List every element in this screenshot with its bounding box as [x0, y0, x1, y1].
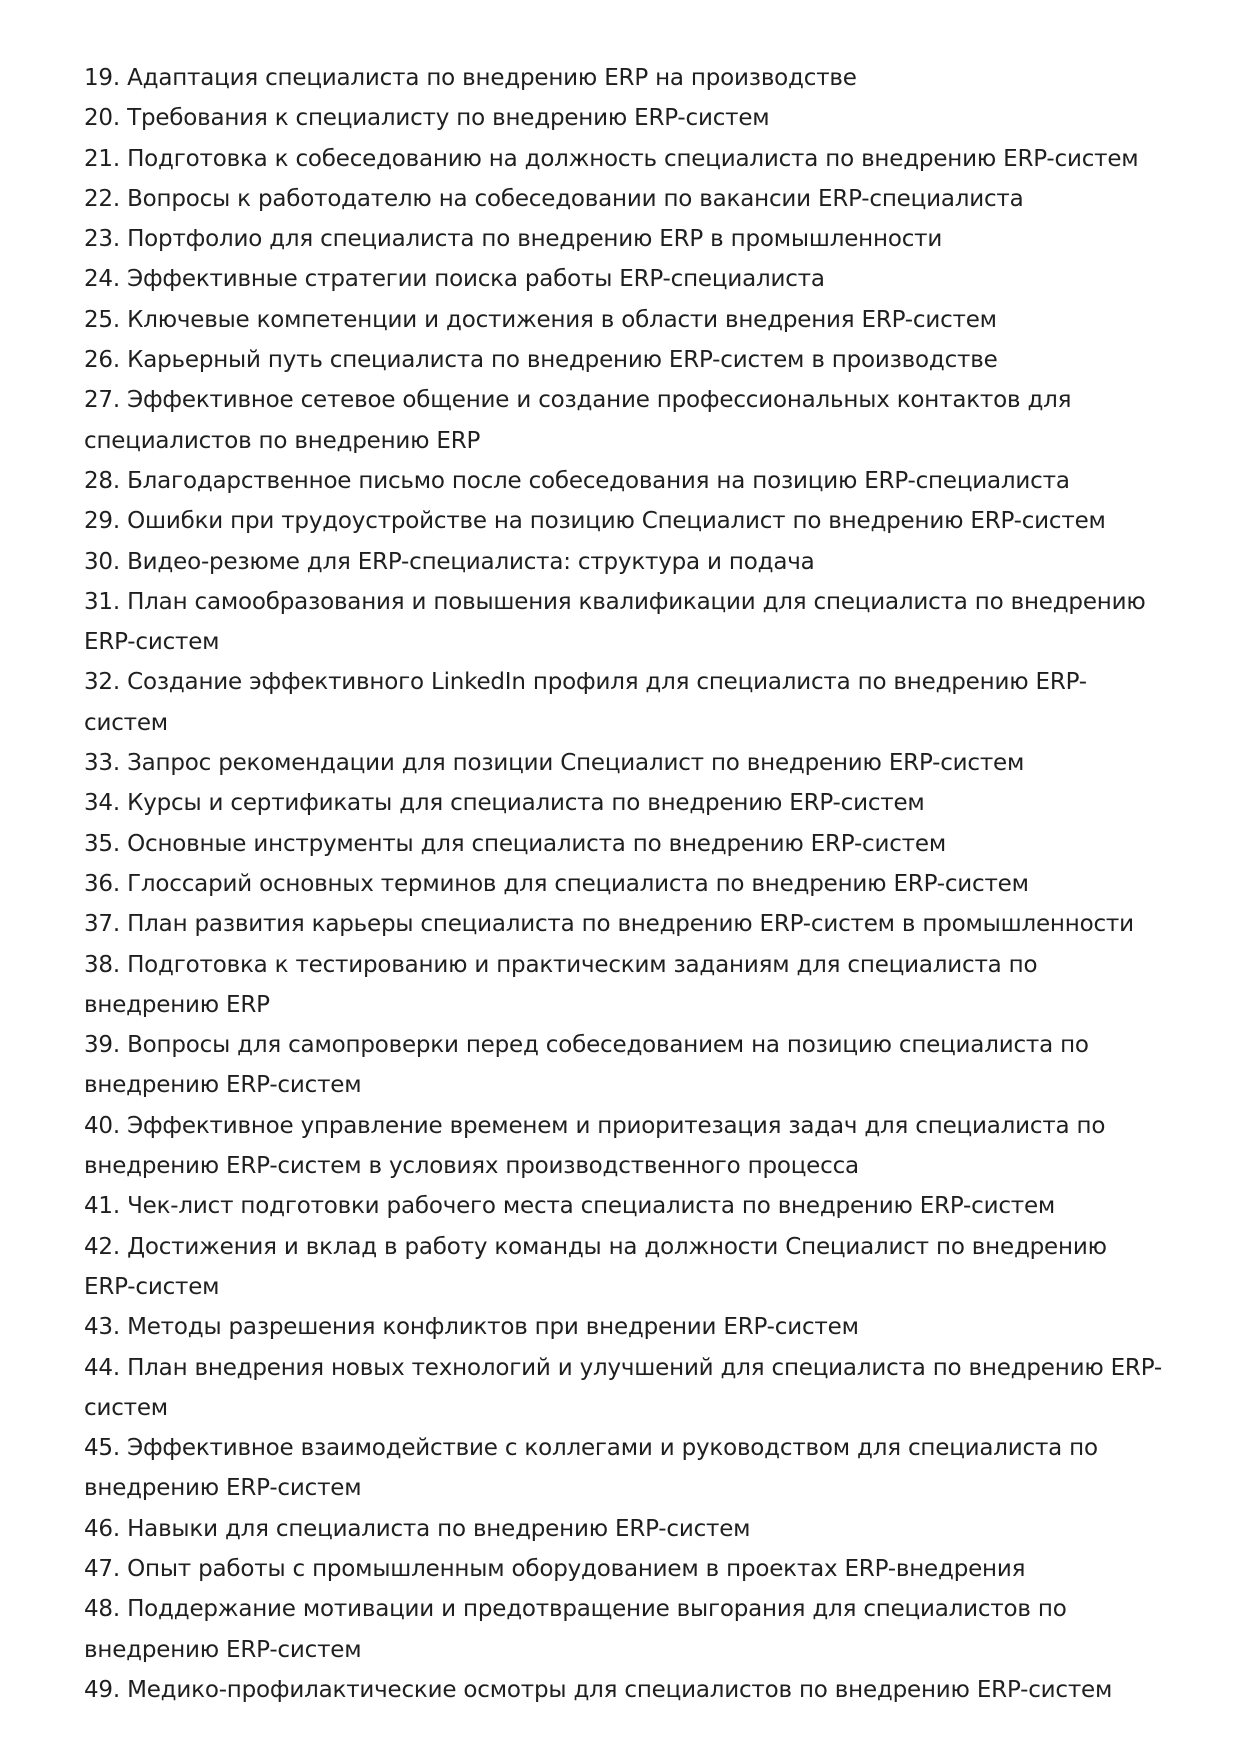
list-item: 44. План внедрения новых технологий и улучшений для специалиста по внедрению ERP-систем — [84, 1354, 1162, 1421]
list-item: 49. Медико-профилактические осмотры для специалистов по внедрению ERP-систем — [84, 1676, 1113, 1703]
list-item: 19. Адаптация специалиста по внедрению ERP на производстве — [84, 65, 857, 91]
list-item: 33. Запрос рекомендации для позиции Специалист по внедрению ERP-систем — [84, 750, 1025, 777]
list-item: 39. Вопросы для самопроверки перед собеседованием на позицию специалиста по внедрению ERP-систем — [84, 1032, 1089, 1099]
list-item: 24. Эффективные стратегии поиска работы ERP-специалиста — [84, 266, 825, 293]
list-item: 43. Методы разрешения конфликтов при внедрении ERP-систем — [84, 1314, 859, 1341]
list-item: 26. Карьерный путь специалиста по внедрению ERP-систем в производстве — [84, 347, 998, 374]
list-item: 36. Глоссарий основных терминов для специалиста по внедрению ERP-систем — [84, 870, 1029, 897]
list-item: 28. Благодарственное письмо после собеседования на позицию ERP-специалиста — [84, 467, 1070, 494]
list-item: 23. Портфолио для специалиста по внедрению ERP в промышленности — [84, 226, 943, 253]
list-item: 27. Эффективное сетевое общение и создание профессиональных контактов для специалистов по внедрению ERP — [84, 387, 1072, 454]
list-item: 30. Видео-резюме для ERP-специалиста: структура и подача — [84, 548, 815, 575]
list-item: 42. Достижения и вклад в работу команды на должности Специалист по внедрению ERP-систем — [84, 1233, 1107, 1300]
list-item: 32. Создание эффективного LinkedIn профиля для специалиста по внедрению ERP-систем — [84, 669, 1087, 736]
list-item: 37. План развития карьеры специалиста по внедрению ERP-систем в промышленности — [84, 911, 1134, 938]
list-item: 46. Навыки для специалиста по внедрению ERP-систем — [84, 1515, 751, 1542]
list-item: 48. Поддержание мотивации и предотвращение выгорания для специалистов по внедрению ERP-систем — [84, 1596, 1067, 1663]
list-item: 22. Вопросы к работодателю на собеседовании по вакансии ERP-специалиста — [84, 185, 1024, 212]
list-item: 47. Опыт работы с промышленным оборудованием в проектах ERP-внедрения — [84, 1555, 1026, 1582]
list-item: 35. Основные инструменты для специалиста по внедрению ERP-систем — [84, 830, 946, 857]
list-item: 25. Ключевые компетенции и достижения в области внедрения ERP-систем — [84, 306, 997, 333]
list-item: 38. Подготовка к тестированию и практическим заданиям для специалиста по внедрению ERP — [84, 951, 1038, 1018]
list-item: 34. Курсы и сертификаты для специалиста по внедрению ERP-систем — [84, 790, 925, 817]
list-item: 41. Чек-лист подготовки рабочего места специалиста по внедрению ERP-систем — [84, 1193, 1056, 1220]
list-item: 20. Требования к специалисту по внедрению ERP-систем — [84, 105, 770, 132]
list-item: 21. Подготовка к собеседованию на должность специалиста по внедрению ERP-систем — [84, 145, 1139, 172]
list-item: 29. Ошибки при трудоустройстве на позицию Специалист по внедрению ERP-систем — [84, 508, 1106, 535]
list-item: 40. Эффективное управление временем и приоритезация задач для специалиста по внедрению ERP-систем в условиях производственного процесса — [84, 1112, 1106, 1180]
list-item: 31. План самообразования и повышения квалификации для специалиста по внедрению ERP-систем — [84, 588, 1146, 656]
document-page — [84, 58, 1164, 1710]
list-item: 45. Эффективное взаимодействие с коллегами и руководством для специалиста по внедрению ERP-систем — [84, 1435, 1098, 1502]
